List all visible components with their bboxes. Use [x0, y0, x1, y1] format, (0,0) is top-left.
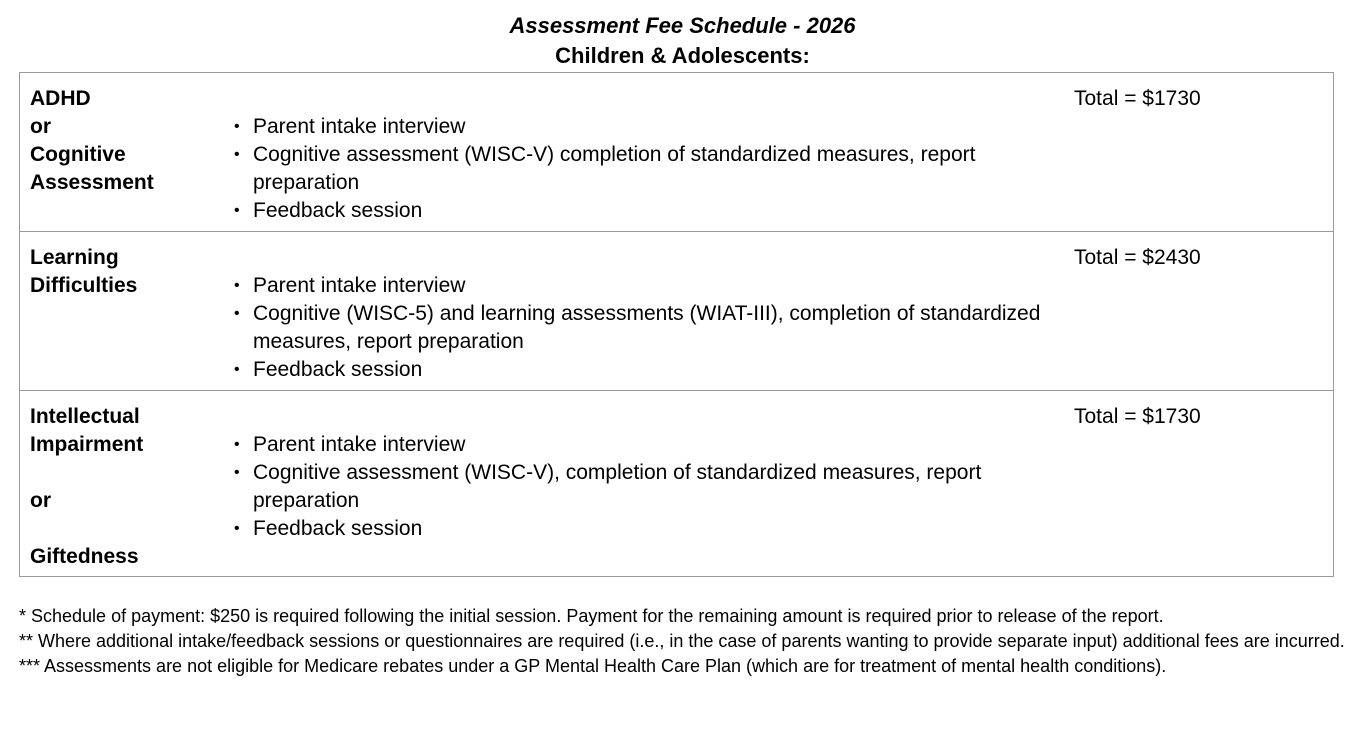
fee-row-adhd-cognitive — [20, 73, 1333, 232]
category-label — [30, 85, 154, 197]
page-title: Assessment Fee Schedule - 2026 — [509, 13, 856, 38]
bullet-icon: • — [234, 305, 240, 322]
bullet-icon: • — [234, 202, 240, 219]
footnote-additional-fees: ** Where additional intake/feedback sessions or questionnaires are required (i.e., in the case of parents wanting to provide separate input) additional fees are incurred. — [19, 631, 1345, 651]
category-line: Impairment — [30, 433, 144, 456]
bullet-icon: • — [234, 520, 240, 537]
bullet-icon: • — [234, 464, 240, 481]
bullet-icon: • — [234, 361, 240, 378]
bullet-icon: • — [234, 436, 240, 453]
fee-total: Total = $2430 — [1074, 246, 1201, 269]
footnotes — [19, 604, 1359, 679]
service-item: • Cognitive (WISC-5) and learning assessments (WIAT-III), completion of standardized measures, report preparation — [234, 302, 1041, 353]
fee-row-intellectual-giftedness — [20, 391, 1333, 576]
category-line: or — [30, 115, 51, 138]
service-item: • Feedback session — [232, 197, 1062, 225]
service-item: • Parent intake interview — [232, 113, 1062, 141]
bullet-icon: • — [234, 118, 240, 135]
category-spacer — [30, 459, 143, 487]
category-line: Intellectual — [30, 405, 140, 428]
category-label — [30, 403, 143, 571]
category-line: Giftedness — [30, 545, 139, 568]
category-line: Cognitive — [30, 143, 126, 166]
fee-table — [19, 72, 1334, 577]
category-spacer — [30, 515, 143, 543]
category-line: or — [30, 489, 51, 512]
service-item: • Parent intake interview — [232, 272, 1062, 300]
service-item: • Parent intake interview — [232, 431, 1062, 459]
service-item: • Cognitive assessment (WISC-V), completion of standardized measures, report preparation — [234, 461, 982, 512]
fee-total: Total = $1730 — [1074, 405, 1201, 428]
service-list — [232, 272, 1062, 384]
category-line: Learning — [30, 246, 119, 269]
category-line: Assessment — [30, 171, 154, 194]
service-item: • Feedback session — [232, 356, 1062, 384]
service-item: • Feedback session — [232, 515, 1062, 543]
service-item: • Cognitive assessment (WISC-V) completion of standardized measures, report preparation — [234, 143, 976, 194]
footnote-medicare: *** Assessments are not eligible for Medicare rebates under a GP Mental Health Care Plan (which are for treatment of mental health conditions). — [19, 656, 1167, 676]
category-line: ADHD — [30, 87, 91, 110]
service-list — [232, 113, 1062, 225]
fee-total: Total = $1730 — [1074, 87, 1201, 110]
category-label — [30, 244, 137, 300]
footnote-payment-schedule: * Schedule of payment: $250 is required following the initial session. Payment for the remaining amount is required prior to release of the report. — [19, 606, 1164, 626]
bullet-icon: • — [234, 277, 240, 294]
bullet-icon: • — [234, 146, 240, 163]
service-list — [232, 431, 1062, 543]
page-subtitle: Children & Adolescents: — [555, 43, 810, 68]
category-line: Difficulties — [30, 274, 138, 297]
fee-row-learning-difficulties — [20, 232, 1333, 391]
